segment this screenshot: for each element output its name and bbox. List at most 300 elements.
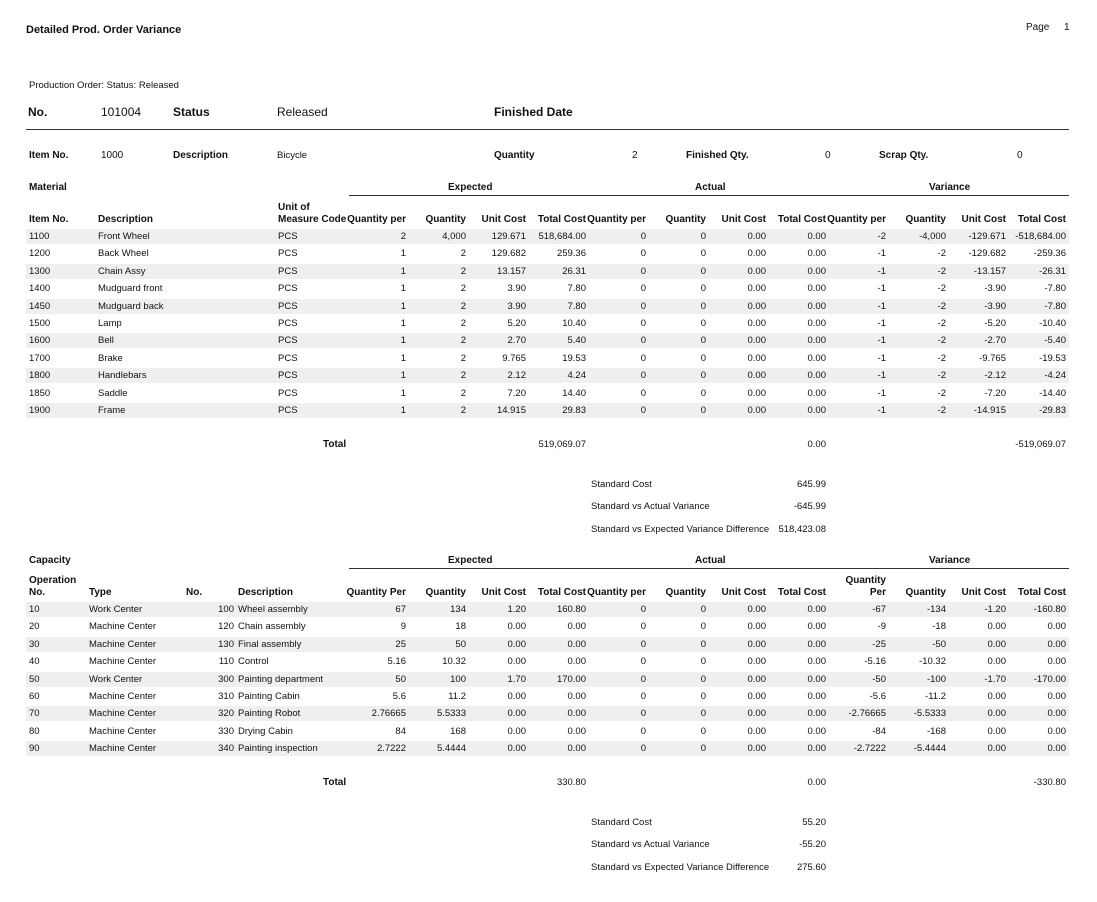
table-cell: Machine Center (89, 638, 157, 650)
table-cell: 0 (640, 248, 646, 260)
table-cell: 0.00 (807, 673, 826, 685)
table-cell: 2 (460, 265, 466, 277)
page-label: Page (1026, 22, 1050, 33)
quantity-value: 2 (632, 150, 638, 161)
table-cell: 0.00 (807, 283, 826, 295)
col-cap-act-total-cost: Total Cost (777, 587, 826, 598)
table-cell: -2 (937, 387, 946, 399)
table-cell: -2 (937, 265, 946, 277)
table-cell: Painting Robot (238, 708, 301, 720)
table-cell: 0 (640, 405, 646, 416)
table-row (0, 228, 1097, 245)
table-cell: 2.70 (507, 335, 526, 347)
table-cell: 0.00 (747, 387, 766, 399)
table-cell: -10.40 (1039, 318, 1066, 329)
material-total-label: Total (323, 439, 347, 450)
table-cell: 0.00 (1047, 638, 1066, 650)
table-cell: 0.00 (747, 621, 766, 633)
table-cell: PCS (278, 318, 298, 329)
col-act-qty: Quantity (665, 214, 706, 225)
table-cell: 1500 (29, 318, 51, 329)
table-cell: 0.00 (747, 248, 766, 260)
table-cell: -4,000 (919, 231, 946, 242)
table-cell: 0.00 (807, 743, 826, 755)
table-cell: -26.31 (1039, 265, 1066, 277)
table-cell: 0 (640, 725, 646, 737)
capacity-variance-group: Variance (929, 555, 971, 566)
table-cell: 90 (29, 743, 40, 755)
table-cell: 0 (640, 335, 646, 347)
table-cell: Machine Center (89, 691, 157, 702)
table-cell: 0.00 (507, 691, 526, 702)
material-total-actual: 0.00 (807, 439, 826, 450)
table-row (0, 601, 1097, 618)
col-cap-act-qty-per: Quantity per (587, 587, 646, 598)
table-cell: -2 (937, 318, 946, 329)
table-cell: -29.83 (1039, 405, 1066, 416)
table-cell: 2 (400, 231, 406, 242)
table-cell: -50 (872, 673, 886, 685)
table-cell: -1.20 (984, 604, 1006, 615)
table-cell: Frame (98, 405, 126, 416)
table-cell: Control (238, 656, 269, 668)
table-cell: 0 (640, 265, 646, 277)
table-cell: -1 (877, 265, 886, 277)
table-cell: -2 (937, 370, 946, 382)
table-cell: 2 (460, 370, 466, 382)
table-cell: 0 (640, 352, 646, 364)
table-cell: 0.00 (747, 283, 766, 295)
table-cell: PCS (278, 335, 298, 347)
table-cell: 60 (29, 691, 40, 702)
item-no-label: Item No. (29, 150, 69, 161)
table-cell: 2 (460, 248, 466, 260)
table-cell: -5.16 (864, 656, 886, 668)
table-cell: 0.00 (807, 638, 826, 650)
table-cell: Painting inspection (238, 743, 318, 755)
table-row (0, 385, 1097, 402)
table-cell: 518,684.00 (538, 231, 586, 242)
table-cell: 1 (400, 265, 406, 277)
table-cell: 0.00 (987, 656, 1006, 668)
table-cell: -5.5333 (913, 708, 946, 720)
order-no-label: No. (28, 105, 48, 119)
table-cell: PCS (278, 265, 298, 277)
table-cell: Chain Assy (98, 265, 146, 277)
table-cell: -13.157 (973, 265, 1006, 277)
capacity-total-variance: -330.80 (1033, 777, 1066, 788)
table-cell: 0 (700, 335, 706, 347)
table-cell: Back Wheel (98, 248, 149, 260)
status-value: Released (277, 105, 328, 119)
table-cell: 1900 (29, 405, 51, 416)
table-cell: 0 (640, 604, 646, 615)
table-cell: 134 (450, 604, 466, 615)
table-cell: 300 (218, 673, 234, 685)
table-cell: 0.00 (807, 318, 826, 329)
capacity-std-expected-diff-label: Standard vs Expected Variance Difference (591, 862, 770, 873)
capacity-actual-group: Actual (695, 555, 726, 566)
table-cell: 0 (700, 318, 706, 329)
table-cell: 0 (700, 656, 706, 668)
col-exp-unit-cost: Unit Cost (481, 214, 526, 225)
table-cell: 30 (29, 638, 40, 650)
table-cell: 0.00 (807, 387, 826, 399)
table-cell: 310 (218, 691, 234, 702)
capacity-std-expected-diff-value: 275.60 (796, 862, 826, 873)
filter-text: Production Order: Status: Released (29, 80, 179, 91)
col-cap-exp-total-cost: Total Cost (537, 587, 586, 598)
table-cell: 0 (640, 231, 646, 242)
table-cell: PCS (278, 248, 298, 260)
table-cell: -129.682 (968, 248, 1006, 260)
table-cell: 1600 (29, 335, 51, 347)
table-cell: 0.00 (747, 352, 766, 364)
table-cell: 1200 (29, 248, 51, 260)
table-cell: 1 (400, 300, 406, 312)
table-cell: Bell (98, 335, 114, 347)
table-cell: 5.20 (507, 318, 526, 329)
table-cell: -168 (926, 725, 946, 737)
material-std-expected-diff-label: Standard vs Expected Variance Difference (591, 524, 770, 535)
table-cell: 7.20 (507, 387, 526, 399)
table-cell: 110 (218, 656, 234, 668)
table-cell: 1 (400, 318, 406, 329)
table-cell: 40 (29, 656, 40, 668)
table-cell: 0.00 (747, 335, 766, 347)
capacity-std-actual-variance-label: Standard vs Actual Variance (591, 839, 710, 850)
table-cell: 0.00 (567, 708, 586, 720)
table-cell: -1 (877, 370, 886, 382)
capacity-standard-cost-label: Standard Cost (591, 817, 652, 828)
col-act-unit-cost: Unit Cost (721, 214, 766, 225)
table-cell: -1 (877, 318, 886, 329)
table-cell: 0 (700, 387, 706, 399)
table-cell: 0 (640, 387, 646, 399)
table-cell: PCS (278, 231, 298, 242)
table-cell: -2 (937, 352, 946, 364)
table-cell: 50 (29, 673, 40, 685)
table-cell: 18 (455, 621, 466, 633)
col-exp-total-cost: Total Cost (537, 214, 586, 225)
scrap-qty-value: 0 (1017, 150, 1023, 161)
table-cell: 50 (455, 638, 466, 650)
table-cell: 84 (395, 725, 406, 737)
table-cell: -5.4444 (913, 743, 946, 755)
table-cell: 0 (640, 708, 646, 720)
table-cell: 67 (395, 604, 406, 615)
table-cell: 5.6 (392, 691, 406, 702)
table-cell: -18 (932, 621, 946, 633)
capacity-standard-cost-value: 55.20 (802, 817, 826, 828)
table-cell: Machine Center (89, 708, 157, 720)
table-cell: -2.7222 (853, 743, 886, 755)
table-cell: -134 (926, 604, 946, 615)
table-cell: -9.765 (979, 352, 1006, 364)
table-cell: 0.00 (1047, 691, 1066, 702)
finished-qty-value: 0 (825, 150, 831, 161)
table-cell: 0.00 (747, 231, 766, 242)
page-number: 1 (1064, 22, 1070, 33)
table-row (0, 688, 1097, 705)
table-cell: Machine Center (89, 656, 157, 668)
table-cell: 0.00 (747, 725, 766, 737)
table-cell: 3.90 (507, 283, 526, 295)
col-cap-var-unit-cost: Unit Cost (961, 587, 1006, 598)
table-row (0, 298, 1097, 315)
table-cell: 160.80 (556, 604, 586, 615)
table-cell: 2.7222 (376, 743, 406, 755)
col-act-qty-per: Quantity per (587, 214, 646, 225)
table-cell: -7.20 (984, 387, 1006, 399)
table-cell: 0.00 (567, 743, 586, 755)
col-item-no: Item No. (29, 214, 69, 225)
table-cell: -14.915 (973, 405, 1006, 416)
table-cell: 0 (700, 405, 706, 416)
order-no-value: 101004 (101, 105, 142, 119)
table-cell: 0 (640, 621, 646, 633)
table-cell: -1 (877, 300, 886, 312)
table-cell: -2 (937, 300, 946, 312)
table-cell: 0.00 (1047, 725, 1066, 737)
table-cell: 5.16 (387, 656, 406, 668)
table-row (0, 280, 1097, 297)
table-cell: 7.80 (567, 300, 586, 312)
table-cell: 0.00 (1047, 656, 1066, 668)
table-cell: 2 (460, 405, 466, 416)
table-cell: Drying Cabin (238, 725, 293, 737)
col-op-line2: No. (29, 587, 46, 598)
table-cell: 0.00 (567, 621, 586, 633)
table-cell: 0.00 (807, 300, 826, 312)
table-cell: 0 (700, 725, 706, 737)
table-cell: 11.2 (448, 691, 466, 702)
table-cell: 330 (218, 725, 234, 737)
table-cell: 0.00 (747, 604, 766, 615)
col-uom-line2: Measure Code (278, 214, 347, 225)
table-cell: Mudguard back (98, 300, 164, 312)
table-cell: 20 (29, 621, 40, 633)
table-cell: -160.80 (1033, 604, 1066, 615)
table-cell: 0 (700, 638, 706, 650)
table-cell: Machine Center (89, 743, 157, 755)
table-cell: 100 (218, 604, 234, 615)
table-cell: -2.70 (984, 335, 1006, 347)
table-row (0, 740, 1097, 757)
table-cell: 80 (29, 725, 40, 737)
table-cell: -5.20 (984, 318, 1006, 329)
table-cell: -84 (872, 725, 886, 737)
material-total-expected: 519,069.07 (538, 439, 586, 450)
col-act-total-cost: Total Cost (777, 214, 826, 225)
table-cell: 0 (640, 743, 646, 755)
table-row (0, 245, 1097, 262)
table-cell: 0.00 (807, 708, 826, 720)
table-cell: Chain assembly (238, 621, 306, 633)
material-total-variance: -519,069.07 (1015, 439, 1066, 450)
col-type: Type (89, 587, 112, 598)
table-cell: 1100 (29, 231, 50, 242)
table-row (0, 263, 1097, 280)
col-cap-act-qty: Quantity (665, 587, 706, 598)
table-cell: 0.00 (807, 265, 826, 277)
table-cell: 0 (700, 265, 706, 277)
table-cell: 0.00 (807, 691, 826, 702)
table-cell: 0.00 (747, 691, 766, 702)
capacity-total-expected: 330.80 (556, 777, 586, 788)
table-cell: 1 (400, 405, 406, 416)
table-cell: Saddle (98, 387, 128, 399)
col-cap-exp-qty: Quantity (425, 587, 466, 598)
table-cell: 0 (640, 656, 646, 668)
col-op-line1: Operation (29, 575, 77, 586)
table-cell: 0.00 (567, 725, 586, 737)
table-cell: -19.53 (1039, 352, 1066, 364)
table-cell: 1 (400, 283, 406, 295)
col-no: No. (186, 587, 203, 598)
table-cell: 0 (640, 638, 646, 650)
table-cell: 0.00 (987, 708, 1006, 720)
table-cell: 0.00 (567, 691, 586, 702)
table-cell: -259.36 (1033, 248, 1066, 260)
table-cell: 0 (700, 300, 706, 312)
capacity-group-divider (349, 568, 1069, 569)
table-cell: 0.00 (807, 352, 826, 364)
table-cell: 1 (400, 370, 406, 382)
col-var-total-cost: Total Cost (1017, 214, 1066, 225)
table-cell: -14.40 (1039, 387, 1066, 399)
table-cell: 5.5333 (436, 708, 466, 720)
material-std-actual-variance-value: -645.99 (793, 501, 826, 512)
col-cap-act-unit-cost: Unit Cost (721, 587, 766, 598)
table-cell: 1 (400, 335, 406, 347)
table-cell: 5.4444 (436, 743, 466, 755)
table-cell: 1 (400, 387, 406, 399)
table-cell: 1.20 (507, 604, 526, 615)
table-cell: 0.00 (507, 708, 526, 720)
table-cell: -129.671 (968, 231, 1006, 242)
table-cell: 2 (460, 283, 466, 295)
table-cell: 0.00 (567, 656, 586, 668)
table-cell: 14.915 (496, 405, 526, 416)
table-cell: 0 (700, 691, 706, 702)
table-cell: Painting Cabin (238, 691, 300, 702)
col-uom-line1: Unit of (278, 202, 310, 213)
table-cell: -1 (877, 352, 886, 364)
table-cell: PCS (278, 300, 298, 312)
table-cell: 1850 (29, 387, 51, 399)
table-row (0, 367, 1097, 384)
table-cell: 0.00 (747, 638, 766, 650)
table-cell: 5.40 (567, 335, 586, 347)
table-cell: Mudguard front (98, 283, 163, 295)
table-cell: -1 (877, 283, 886, 295)
table-cell: Machine Center (89, 725, 157, 737)
table-cell: 26.31 (562, 265, 586, 277)
col-cap-var-total-cost: Total Cost (1017, 587, 1066, 598)
material-variance-group: Variance (929, 182, 971, 193)
material-group-divider (349, 195, 1069, 196)
col-var-qty-per: Quantity per (827, 214, 886, 225)
table-cell: 170.00 (556, 673, 586, 685)
table-cell: 0.00 (807, 656, 826, 668)
table-cell: PCS (278, 352, 298, 364)
table-cell: 9.765 (502, 352, 526, 364)
table-cell: PCS (278, 387, 298, 399)
table-cell: -1 (877, 387, 886, 399)
table-cell: 340 (218, 743, 234, 755)
table-cell: -2 (937, 405, 946, 416)
capacity-total-actual: 0.00 (807, 777, 826, 788)
material-std-expected-diff-value: 518,423.08 (778, 524, 826, 535)
table-cell: 0.00 (747, 743, 766, 755)
table-cell: -170.00 (1033, 673, 1066, 685)
col-cap-exp-unit-cost: Unit Cost (481, 587, 526, 598)
table-cell: Wheel assembly (238, 604, 308, 615)
table-cell: 3.90 (507, 300, 526, 312)
table-cell: 0.00 (507, 638, 526, 650)
table-cell: -2 (937, 335, 946, 347)
table-cell: 0.00 (807, 621, 826, 633)
capacity-total-label: Total (323, 777, 347, 788)
table-cell: 2 (460, 352, 466, 364)
table-cell: 1800 (29, 370, 51, 382)
table-cell: 0 (640, 673, 646, 685)
table-cell: 0.00 (747, 265, 766, 277)
table-cell: 0 (640, 370, 646, 382)
table-cell: 1700 (29, 352, 51, 364)
table-cell: -3.90 (984, 283, 1006, 295)
quantity-label: Quantity (494, 150, 535, 161)
table-cell: 7.80 (567, 283, 586, 295)
table-cell: 0 (640, 300, 646, 312)
table-cell: 0.00 (747, 300, 766, 312)
material-standard-cost-label: Standard Cost (591, 479, 652, 490)
description-label: Description (173, 150, 229, 161)
table-cell: 0.00 (507, 743, 526, 755)
table-cell: 25 (395, 638, 406, 650)
col-cap-description: Description (238, 587, 294, 598)
table-cell: 0.00 (987, 621, 1006, 633)
table-cell: 259.36 (556, 248, 586, 260)
table-cell: PCS (278, 405, 298, 416)
table-cell: 0.00 (507, 725, 526, 737)
table-cell: 2 (460, 335, 466, 347)
table-cell: 0 (700, 231, 706, 242)
table-row (0, 402, 1097, 419)
table-cell: 0.00 (987, 638, 1006, 650)
status-label: Status (173, 105, 210, 119)
col-cap-var-qty: Quantity (905, 587, 946, 598)
table-cell: -25 (872, 638, 886, 650)
table-cell: Machine Center (89, 621, 157, 633)
table-row (0, 671, 1097, 688)
table-cell: 0.00 (1047, 621, 1066, 633)
table-cell: Work Center (89, 673, 143, 685)
table-cell: 168 (450, 725, 466, 737)
material-section-label: Material (29, 182, 67, 193)
capacity-expected-group: Expected (448, 555, 493, 566)
table-cell: 129.682 (491, 248, 526, 260)
table-cell: -2.12 (984, 370, 1006, 382)
table-cell: 2.12 (507, 370, 526, 382)
col-cap-var-qty-per-line1: Quantity (845, 575, 886, 586)
table-cell: -4.24 (1044, 370, 1066, 382)
table-cell: 0.00 (747, 656, 766, 668)
table-cell: -1 (877, 405, 886, 416)
table-cell: 0 (700, 352, 706, 364)
table-cell: Final assembly (238, 638, 302, 650)
